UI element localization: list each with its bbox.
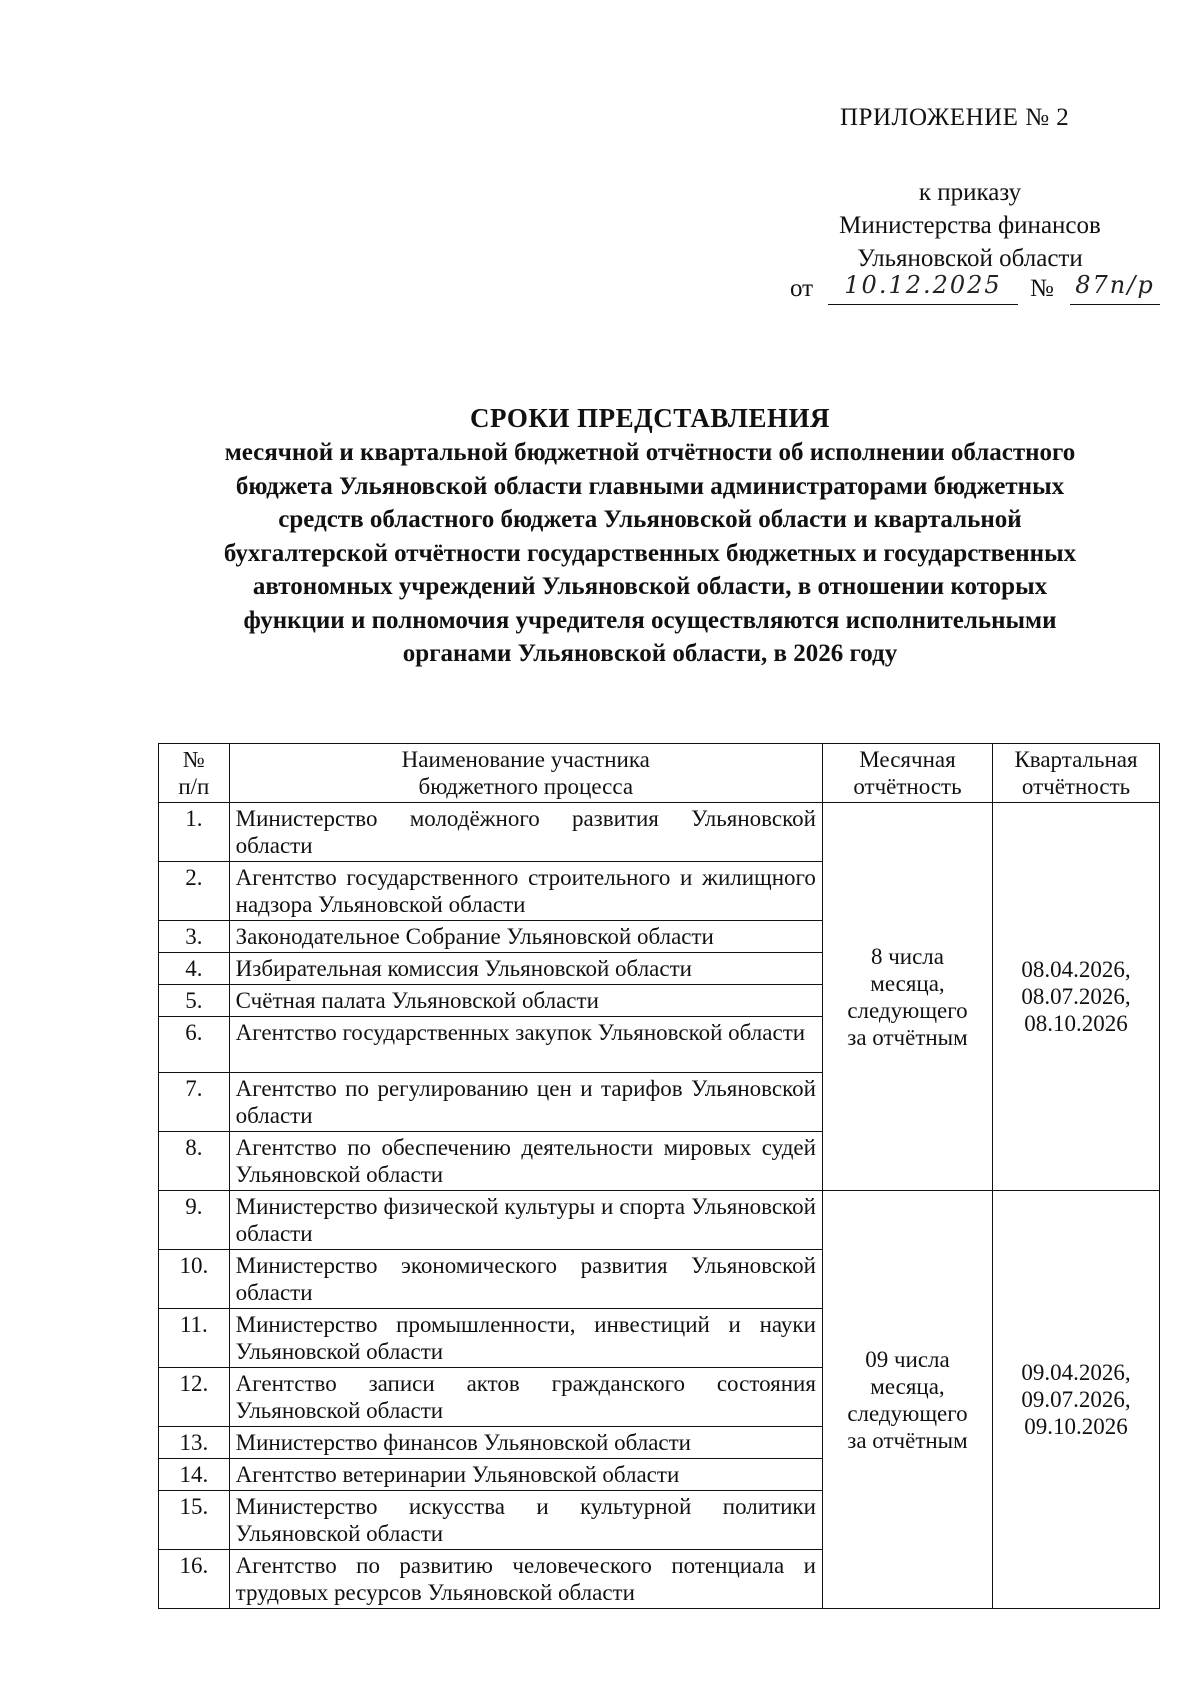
header-text: Месячная (859, 747, 956, 772)
deadline-text: за отчётным (847, 1024, 968, 1050)
title-line: бухгалтерской отчётности государственных бюджетных и государственных (223, 539, 1077, 567)
participant-name: Агентство ветеринарии Ульяновской области (229, 1459, 822, 1491)
participant-name: Министерство искусства и культурной политики Ульяновской области (229, 1491, 822, 1550)
participant-name: Агентство по регулированию цен и тарифов Ульяновской области (229, 1073, 822, 1132)
row-number: 8. (159, 1132, 230, 1191)
table-row (159, 803, 1160, 862)
deadline-text: за отчётным (847, 1427, 968, 1453)
row-number: 7. (159, 1073, 230, 1132)
participant-name: Избирательная комиссия Ульяновской области (229, 953, 822, 985)
handwritten-number: 87п/р (1070, 271, 1160, 305)
deadline-text: следующего (847, 997, 968, 1023)
header-text: бюджетного процесса (418, 774, 634, 799)
deadline-date: 09.04.2026, (1021, 1360, 1131, 1385)
number-prefix: № (1030, 275, 1054, 302)
order-line: Ульяновской области (857, 245, 1083, 272)
deadline-date: 09.07.2026, (1021, 1387, 1131, 1412)
row-number: 16. (159, 1550, 230, 1609)
header-monthly (822, 744, 992, 803)
deadline-date: 08.07.2026, (1021, 984, 1131, 1009)
deadline-text: месяца, (870, 1373, 945, 1399)
participant-name: Агентство по развитию человеческого потенциала и трудовых ресурсов Ульяновской области (229, 1550, 822, 1609)
order-reference (760, 176, 1180, 275)
row-number: 15. (159, 1491, 230, 1550)
header-num (159, 744, 230, 803)
participant-name: Министерство финансов Ульяновской области (229, 1427, 822, 1459)
row-number: 2. (159, 862, 230, 921)
quarterly-deadline (993, 803, 1160, 1191)
row-number: 1. (159, 803, 230, 862)
title-line: средств областного бюджета Ульяновской области и квартальной (278, 506, 1022, 533)
title-line: месячной и квартальной бюджетной отчётности об исполнении областного (224, 439, 1076, 466)
row-number: 11. (159, 1309, 230, 1368)
row-number: 10. (159, 1250, 230, 1309)
row-number: 6. (159, 1017, 230, 1073)
row-number: 13. (159, 1427, 230, 1459)
participant-name: Агентство по обеспечению деятельности мировых судей Ульяновской области (229, 1132, 822, 1191)
header-text: № (182, 747, 205, 772)
header-text: отчётность (1021, 774, 1131, 799)
header-name (229, 744, 822, 803)
monthly-deadline (822, 1191, 992, 1609)
quarterly-deadline (993, 1191, 1160, 1609)
table-header-row (159, 744, 1160, 803)
row-number: 9. (159, 1191, 230, 1250)
title-line: функции и полномочия учредителя осуществляются исполнительными (243, 606, 1057, 634)
deadline-date: 09.10.2026 (1024, 1414, 1128, 1439)
participant-name: Министерство физической культуры и спорта Ульяновской области (229, 1191, 822, 1250)
participant-name: Счётная палата Ульяновской области (229, 985, 822, 1017)
deadline-text: следующего (847, 1400, 968, 1426)
participant-name: Министерство молодёжного развития Ульяновской области (229, 803, 822, 862)
row-number: 4. (159, 953, 230, 985)
table-row (159, 1191, 1160, 1250)
participant-name: Министерство промышленности, инвестиций и науки Ульяновской области (229, 1309, 822, 1368)
title-line: органами Ульяновской области, в 2026 году (402, 640, 898, 667)
deadline-date: 08.04.2026, (1021, 957, 1131, 982)
monthly-deadline (822, 803, 992, 1191)
row-number: 12. (159, 1368, 230, 1427)
row-number: 5. (159, 985, 230, 1017)
row-number: 3. (159, 921, 230, 953)
document-title (140, 400, 1160, 671)
deadline-text: месяца, (870, 970, 945, 996)
date-prefix: от (790, 275, 814, 302)
order-line: Министерства финансов (839, 212, 1101, 239)
title-main: СРОКИ ПРЕДСТАВЛЕНИЯ (469, 403, 830, 433)
deadline-text: 8 числа (870, 943, 944, 969)
participant-name: Министерство экономического развития Ульяновской области (229, 1250, 822, 1309)
row-number: 14. (159, 1459, 230, 1491)
deadline-date: 08.10.2026 (1024, 1011, 1128, 1036)
header-text: Квартальная (1014, 747, 1138, 772)
participant-name: Законодательное Собрание Ульяновской области (229, 921, 822, 953)
header-text: п/п (178, 774, 210, 799)
participant-name: Агентство записи актов гражданского состояния Ульяновской области (229, 1368, 822, 1427)
title-line: бюджета Ульяновской области главными администраторами бюджетных (235, 472, 1065, 500)
title-line: автономных учреждений Ульяновской области, в отношении которых (252, 573, 1048, 600)
header-text: Наименование участника (401, 747, 650, 772)
participant-name: Агентство государственных закупок Ульяновской области (229, 1017, 822, 1073)
handwritten-date: 10.12.2025 (828, 271, 1018, 305)
order-line: к приказу (918, 179, 1022, 206)
participant-name: Агентство государственного строительного и жилищного надзора Ульяновской области (229, 862, 822, 921)
header-text: отчётность (853, 774, 962, 799)
header-quarterly (993, 744, 1160, 803)
appendix-title: ПРИЛОЖЕНИЕ № 2 (840, 104, 1070, 131)
deadlines-table (158, 743, 1160, 1609)
deadline-text: 09 числа (865, 1346, 950, 1372)
